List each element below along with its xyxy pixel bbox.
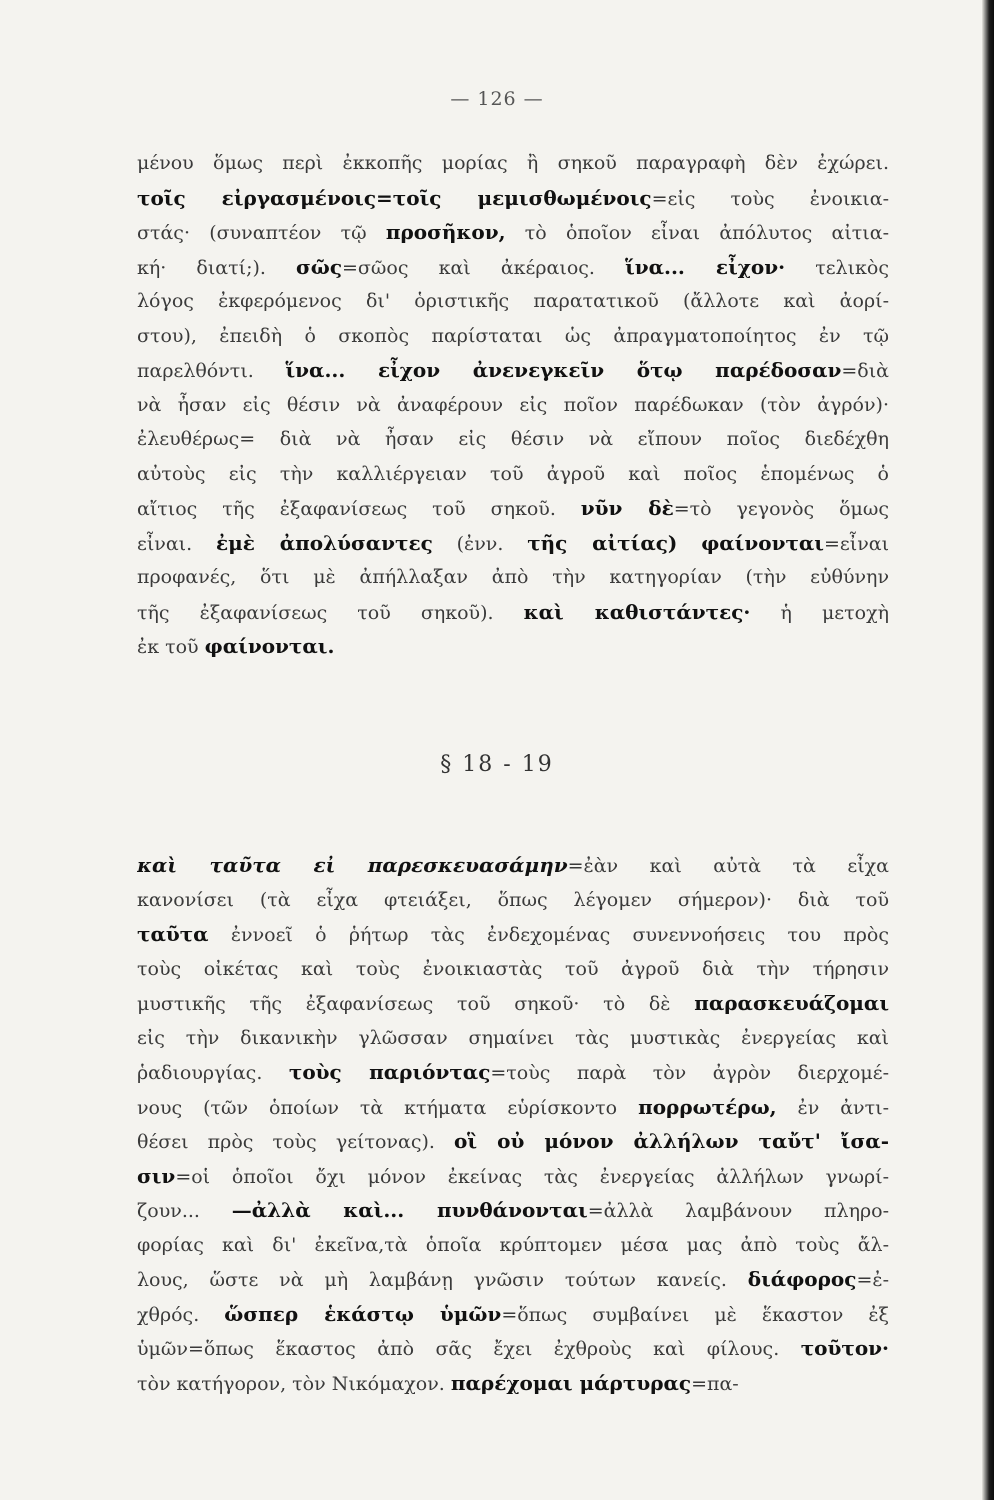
lemma-term: τῆς αἰτίας) — [527, 530, 678, 555]
line-text: ἐκ τοῦ — [137, 636, 205, 658]
text-line — [137, 491, 889, 526]
line-text: =ἐ- — [856, 1269, 889, 1291]
text-line — [137, 1297, 889, 1332]
text-line — [137, 353, 889, 388]
text-line — [137, 1262, 889, 1297]
lemma-term: οἳ οὐ μόνον ἀλλήλων ταὔτ' ἴσα- — [454, 1129, 889, 1153]
line-text: κή· διατί;). — [137, 256, 297, 279]
lemma-term: διάφορος — [747, 1267, 857, 1291]
text-line — [137, 1228, 889, 1263]
lemma-term: σῶς — [296, 254, 343, 279]
line-text: νὰ ἦσαν εἰς θέσιν νὰ ἀναφέρουν εἰς ποῖον παρέδωκαν (τὸν ἀγρόν)· — [137, 393, 889, 416]
line-text: θέσει πρὸς τοὺς γείτονας). — [137, 1131, 455, 1153]
commentary-paragraph-1 — [137, 146, 889, 664]
line-text: =διὰ — [841, 360, 889, 382]
line-text: =εἰς τοὺς ἐνοικια- — [651, 187, 889, 210]
text-line — [137, 1090, 889, 1125]
text-line — [137, 986, 889, 1021]
line-text: μυστικῆς τῆς ἐξαφανίσεως τοῦ σηκοῦ· τὸ δὲ — [137, 993, 695, 1015]
lemma-term: τοῖς εἰργασμένοις=τοῖς μεμισθωμένοις — [137, 185, 652, 210]
line-text: =οἱ ὁποῖοι ὄχι μόνον ἐκείνας τὰς ἐνεργείας ἀλλήλων γνωρί- — [175, 1165, 889, 1188]
text-line — [137, 422, 889, 457]
text-line — [137, 1021, 889, 1056]
lemma-term: τοῦτον· — [800, 1336, 889, 1360]
text-line — [137, 1331, 889, 1366]
lemma-term: φαίνονται — [701, 530, 824, 555]
text-line — [137, 1159, 889, 1194]
line-text: =τὸ γεγονὸς ὅμως — [673, 498, 889, 520]
lemma-term: παρασκευάζομαι — [694, 991, 889, 1015]
lemma-term: φαίνονται. — [204, 634, 335, 658]
line-text: ἡ μετοχὴ — [750, 601, 889, 624]
page-number: — 126 — — [450, 88, 544, 110]
line-text: ζουν... — [137, 1200, 232, 1222]
line-text: αἴτιος τῆς ἐξαφανίσεως τοῦ σηκοῦ. — [137, 498, 581, 520]
line-text: μένου ὅμως περὶ ἐκκοπῆς μορίας ἢ σηκοῦ παραγραφὴ δὲν ἐχώρει. — [137, 152, 889, 174]
text-line — [137, 284, 889, 319]
line-text: χθρός. — [137, 1303, 225, 1326]
lemma-term: προσῆκον, — [385, 220, 506, 244]
line-text: =πα- — [691, 1372, 739, 1395]
text-line — [137, 250, 889, 285]
lemma-term: ἐμὲ ἀπολύσαντες — [216, 530, 433, 555]
line-text: τοὺς οἰκέτας καὶ τοὺς ἐνοικιαστὰς τοῦ ἀγροῦ διὰ τὴν τήρησιν — [137, 957, 889, 980]
line-text: =εἶναι — [823, 532, 889, 555]
text-line — [137, 457, 889, 492]
section-heading: § 18 - 19 — [440, 752, 554, 777]
line-text: προφανές, ὅτι μὲ ἀπήλλαξαν ἀπὸ τὴν κατηγορίαν (τὴν εὐθύνην — [137, 566, 889, 588]
text-line — [137, 319, 889, 354]
line-text: ὑμῶν=ὅπως ἕκαστος ἀπὸ σᾶς ἔχει ἐχθροὺς καὶ φίλους. — [137, 1338, 801, 1360]
lemma-term: —ἀλλὰ καὶ... πυνθάνονται — [231, 1198, 588, 1222]
lemma-term: καὶ καθιστάντες· — [523, 599, 751, 624]
line-text — [677, 533, 701, 555]
page-edge-shadow — [982, 0, 994, 1500]
line-text: παρελθόντι. — [137, 360, 286, 382]
text-line — [137, 181, 889, 216]
lemma-term: ἵνα... εἶχον· — [625, 254, 786, 279]
text-line — [137, 917, 889, 952]
text-line — [137, 595, 889, 630]
line-text: τῆς ἐξαφανίσεως τοῦ σηκοῦ). — [137, 601, 524, 624]
line-text: λόγος ἐκφερόμενος δι' ὁριστικῆς παρατατικοῦ (ἄλλοτε καὶ ἀορί- — [137, 290, 889, 312]
lemma-term: καὶ ταῦτα εἰ παρεσκευασάμην — [137, 853, 568, 877]
line-text: =σῶος καὶ ἀκέραιος. — [342, 256, 626, 279]
line-text: ῥαδιουργίας. — [137, 1062, 289, 1084]
line-text: κανονίσει (τὰ εἶχα φτειάξει, ὅπως λέγομεν σήμερον)· διὰ τοῦ — [137, 888, 889, 911]
line-text: ἐννοεῖ ὁ ῥήτωρ τὰς ἐνδεχομένας συνεννοήσεις του πρὸς — [208, 924, 889, 946]
lemma-term: σιν — [137, 1163, 176, 1188]
text-line — [137, 629, 889, 664]
text-line — [137, 1055, 889, 1090]
line-text: =τοὺς παρὰ τὸν ἀγρὸν διερχομέ- — [490, 1062, 889, 1084]
lemma-term: τοὺς παριόντας — [288, 1060, 491, 1084]
line-text: (ἐνν. — [432, 532, 528, 555]
line-text: φορίας καὶ δι' ἐκεῖνα,τὰ ὁποῖα κρύπτομεν μέσα μας ἀπὸ τοὺς ἄλ- — [137, 1233, 889, 1256]
text-line — [137, 215, 889, 250]
text-line — [137, 883, 889, 918]
text-line — [137, 526, 889, 561]
line-text: στάς· (συναπτέον τῷ — [137, 222, 386, 244]
lemma-term: παρέχομαι μάρτυρας — [450, 1370, 692, 1395]
text-line — [137, 388, 889, 423]
line-text: εἰς τὴν δικανικὴν γλῶσσαν σημαίνει τὰς μυστικὰς ἐνεργείας καὶ — [137, 1026, 889, 1049]
line-text: τὸ ὁποῖον εἶναι ἀπόλυτος αἰτια- — [505, 222, 889, 244]
text-line — [137, 952, 889, 987]
lemma-term: πορρωτέρω, — [638, 1094, 777, 1119]
line-text: λους, ὥστε νὰ μὴ λαμβάνῃ γνῶσιν τούτων κανείς. — [137, 1269, 748, 1291]
line-text: στου), ἐπειδὴ ὁ σκοπὸς παρίσταται ὡς ἀπραγματοποίητος ἐν τῷ — [137, 324, 889, 347]
lemma-term: ταῦτα — [137, 922, 209, 946]
line-text: αὐτοὺς εἰς τὴν καλλιέργειαν τοῦ ἀγροῦ καὶ ποῖος ἑπομένως ὁ — [137, 462, 889, 485]
text-line — [137, 560, 889, 595]
line-text: ἐλευθέρως= διὰ νὰ ἦσαν εἰς θέσιν νὰ εἴπουν ποῖος διεδέχθη — [137, 428, 889, 450]
text-line — [137, 1366, 889, 1401]
text-line — [137, 146, 889, 181]
commentary-paragraph-2 — [137, 848, 889, 1400]
line-text: ἐν ἀντι- — [776, 1096, 889, 1119]
line-text: τελικὸς — [785, 256, 889, 279]
line-text: =ἐὰν καὶ αὐτὰ τὰ εἶχα — [567, 855, 889, 877]
text-line — [137, 848, 889, 883]
lemma-term: ὥσπερ ἑκάστῳ ὑμῶν — [224, 1301, 502, 1326]
line-text: νους (τῶν ὁποίων τὰ κτήματα εὑρίσκοντο — [137, 1096, 639, 1119]
lemma-term: ἵνα... εἶχον ἀνενεγκεῖν ὅτῳ παρέδοσαν — [285, 358, 842, 382]
text-line — [137, 1124, 889, 1159]
line-text: =ἀλλὰ λαμβάνουν πληρο- — [587, 1200, 889, 1222]
text-line — [137, 1193, 889, 1228]
lemma-term: νῦν δὲ — [580, 496, 674, 520]
line-text: =ὅπως συμβαίνει μὲ ἕκαστον ἐξ — [501, 1303, 889, 1326]
line-text: τὸν κατήγορον, τὸν Νικόμαχον. — [137, 1372, 451, 1395]
line-text: εἶναι. — [137, 532, 216, 555]
